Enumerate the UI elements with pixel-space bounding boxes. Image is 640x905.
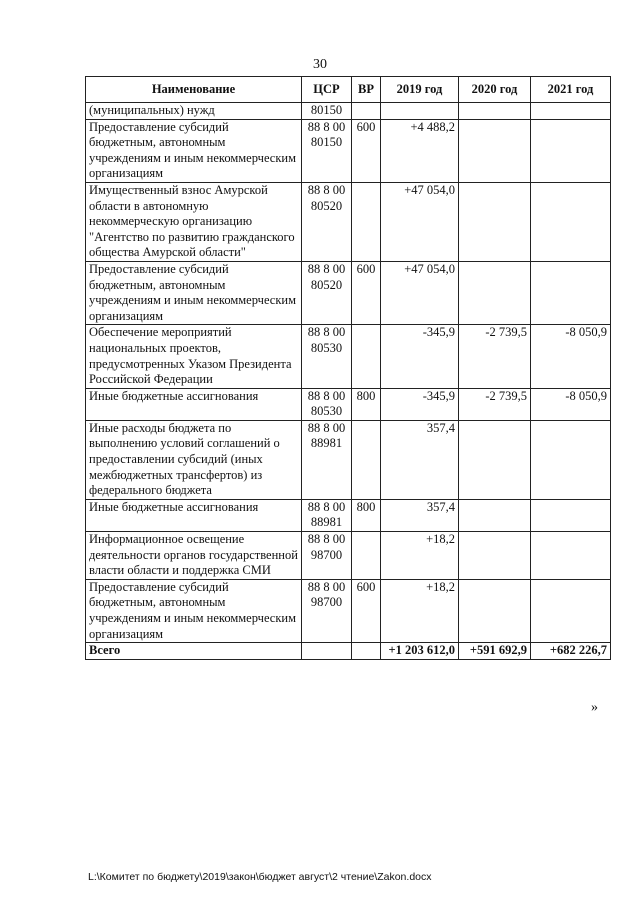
row-csr: 88 8 00 80530 [302,325,352,388]
row-2019: +18,2 [381,532,459,580]
row-2020 [459,119,531,182]
total-2021: +682 226,7 [531,643,611,660]
table-row [86,103,611,120]
header-name: Наименование [86,77,302,103]
row-name: Иные бюджетные ассигнования [86,388,302,420]
row-2020 [459,182,531,261]
table-row [86,420,611,499]
header-2021: 2021 год [531,77,611,103]
row-vr [352,103,381,120]
row-name: (муниципальных) нужд [86,103,302,120]
row-vr: 600 [352,579,381,642]
row-2019: -345,9 [381,388,459,420]
row-2020 [459,532,531,580]
row-2020 [459,499,531,531]
row-2020 [459,103,531,120]
table-row [86,532,611,580]
header-vr: ВР [352,77,381,103]
row-2019: 357,4 [381,420,459,499]
row-csr: 80150 [302,103,352,120]
footer-file-path: L:\Комитет по бюджету\2019\закон\бюджет август\2 чтение\Zakon.docx [88,871,432,883]
row-vr: 600 [352,261,381,324]
row-2021 [531,103,611,120]
row-2019: +47 054,0 [381,261,459,324]
row-name: Иные расходы бюджета по выполнению условий соглашений о предоставлении субсидий (иных межбюджетных трансфертов) из федерального бюджета [86,420,302,499]
row-csr: 88 8 00 98700 [302,532,352,580]
header-csr: ЦСР [302,77,352,103]
row-vr: 600 [352,119,381,182]
row-csr: 88 8 00 88981 [302,499,352,531]
row-vr [352,532,381,580]
row-name: Предоставление субсидий бюджетным, автономным учреждениям и иным некоммерческим организациям [86,579,302,642]
total-csr [302,643,352,660]
row-2021 [531,182,611,261]
row-2020 [459,420,531,499]
table-row [86,261,611,324]
table-row [86,182,611,261]
row-csr: 88 8 00 80530 [302,388,352,420]
row-vr: 800 [352,499,381,531]
table-total-row [86,643,611,660]
row-2020 [459,579,531,642]
budget-table [85,76,611,660]
row-csr: 88 8 00 80520 [302,261,352,324]
row-name: Имущественный взнос Амурской области в автономную некоммерческую организацию "Агентство по развитию гражданского общества Амурской области" [86,182,302,261]
table-row [86,579,611,642]
table-row [86,325,611,388]
row-2019 [381,103,459,120]
total-2019: +1 203 612,0 [381,643,459,660]
row-2019: -345,9 [381,325,459,388]
row-name: Предоставление субсидий бюджетным, автономным учреждениям и иным некоммерческим организациям [86,261,302,324]
row-name: Обеспечение мероприятий национальных проектов, предусмотренных Указом Президента Российской Федерации [86,325,302,388]
row-csr: 88 8 00 80520 [302,182,352,261]
row-name: Иные бюджетные ассигнования [86,499,302,531]
total-label: Всего [86,643,302,660]
row-vr: 800 [352,388,381,420]
page-number: 30 [313,57,327,72]
row-2019: +47 054,0 [381,182,459,261]
table-row [86,388,611,420]
table-row [86,499,611,531]
row-name: Информационное освещение деятельности органов государственной власти области и поддержка СМИ [86,532,302,580]
table-header-row [86,77,611,103]
row-2021 [531,499,611,531]
row-name: Предоставление субсидий бюджетным, автономным учреждениям и иным некоммерческим организациям [86,119,302,182]
row-2019: +18,2 [381,579,459,642]
row-csr: 88 8 00 98700 [302,579,352,642]
row-2020: -2 739,5 [459,388,531,420]
row-2021 [531,532,611,580]
row-vr [352,420,381,499]
header-2019: 2019 год [381,77,459,103]
row-2021: -8 050,9 [531,325,611,388]
row-2021 [531,579,611,642]
row-vr [352,325,381,388]
row-vr [352,182,381,261]
row-2021 [531,119,611,182]
row-2020: -2 739,5 [459,325,531,388]
total-vr [352,643,381,660]
header-2020: 2020 год [459,77,531,103]
row-2021 [531,261,611,324]
closing-quote: » [591,700,598,715]
row-csr: 88 8 00 88981 [302,420,352,499]
row-2021 [531,420,611,499]
row-csr: 88 8 00 80150 [302,119,352,182]
table-row [86,119,611,182]
row-2021: -8 050,9 [531,388,611,420]
row-2019: 357,4 [381,499,459,531]
row-2019: +4 488,2 [381,119,459,182]
row-2020 [459,261,531,324]
total-2020: +591 692,9 [459,643,531,660]
